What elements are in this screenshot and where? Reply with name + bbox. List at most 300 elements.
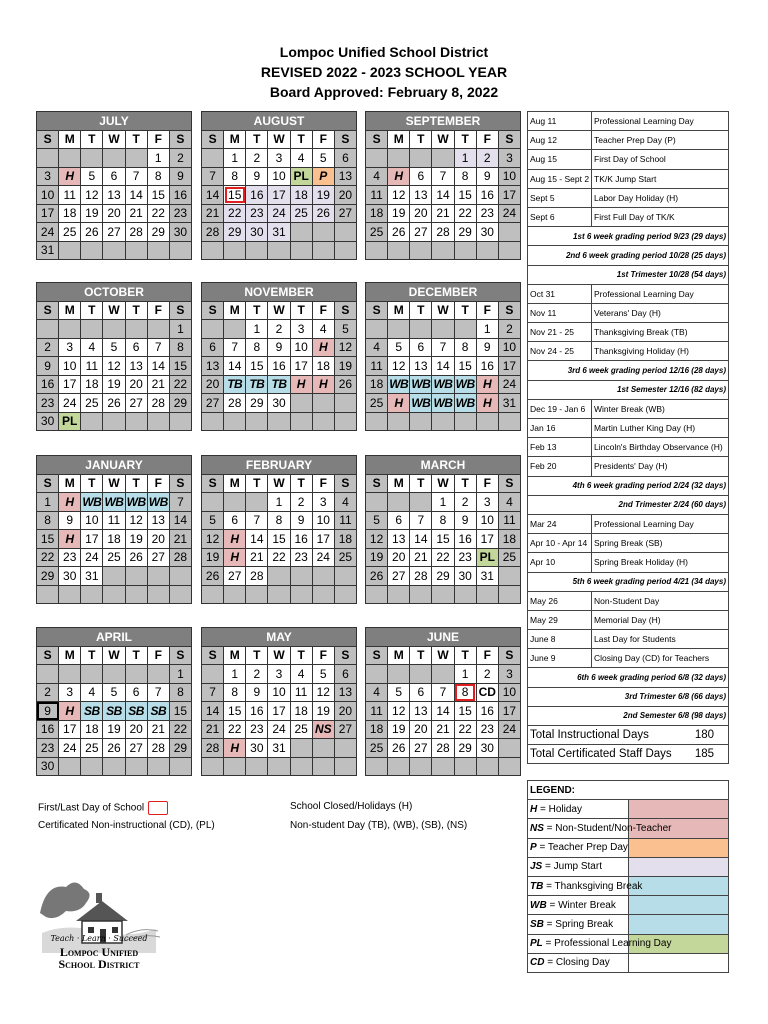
legend-item <box>528 838 729 857</box>
day-cell: 3 <box>59 683 81 702</box>
day-cell: 2 <box>476 665 498 684</box>
empty-day-cell <box>103 320 125 339</box>
weekday-header: W <box>268 130 290 149</box>
weekday-header: F <box>476 646 498 665</box>
day-cell: 23 <box>454 548 476 567</box>
legend-desc: = Winter Break <box>546 899 616 911</box>
day-cell: 23 <box>290 548 312 567</box>
empty-day-cell <box>81 412 103 431</box>
empty-day-cell <box>147 665 169 684</box>
day-cell: 21 <box>147 720 169 739</box>
month-name: MAY <box>202 628 357 647</box>
empty-day-cell <box>37 320 59 339</box>
legend-label <box>528 934 672 953</box>
empty-day-cell <box>432 665 454 684</box>
day-cell: 22 <box>454 720 476 739</box>
total-row <box>528 726 729 745</box>
weekday-header: F <box>147 474 169 493</box>
empty-day-cell <box>81 241 103 260</box>
day-cell: WB <box>103 493 125 512</box>
day-cell: 28 <box>432 739 454 758</box>
day-cell: 16 <box>476 702 498 721</box>
day-cell: 10 <box>312 511 334 530</box>
weekday-header: W <box>268 301 290 320</box>
day-cell: 30 <box>246 223 268 242</box>
day-cell: 7 <box>147 338 169 357</box>
day-cell: 14 <box>246 530 268 549</box>
day-cell: 29 <box>454 223 476 242</box>
day-cell: 10 <box>476 511 498 530</box>
day-cell: 12 <box>125 511 147 530</box>
day-cell: 18 <box>366 375 388 394</box>
empty-day-cell <box>202 412 224 431</box>
empty-day-cell <box>334 739 356 758</box>
day-cell: 7 <box>202 683 224 702</box>
legend-key: P <box>530 842 537 854</box>
day-cell: 4 <box>498 493 520 512</box>
event-date: Aug 15 <box>528 150 592 169</box>
day-cell: WB <box>454 375 476 394</box>
day-cell: 26 <box>388 739 410 758</box>
event-row <box>528 534 729 553</box>
empty-day-cell <box>334 223 356 242</box>
day-cell: 10 <box>37 186 59 205</box>
weekday-header: T <box>246 301 268 320</box>
day-cell: 20 <box>103 204 125 223</box>
day-cell: 19 <box>202 548 224 567</box>
day-cell: 22 <box>224 720 246 739</box>
day-cell: 13 <box>388 530 410 549</box>
day-cell: 4 <box>366 338 388 357</box>
day-cell: 23 <box>37 394 59 413</box>
weekday-header: W <box>103 301 125 320</box>
day-cell: 11 <box>290 683 312 702</box>
weekday-header: S <box>334 130 356 149</box>
day-cell: 14 <box>432 186 454 205</box>
weekday-header: S <box>366 646 388 665</box>
day-cell: H <box>224 548 246 567</box>
day-cell: 16 <box>246 186 268 205</box>
day-cell: 25 <box>366 739 388 758</box>
month-name: JULY <box>37 112 192 131</box>
empty-day-cell <box>268 585 290 604</box>
empty-day-cell <box>59 757 81 776</box>
day-cell: 18 <box>290 702 312 721</box>
day-cell: 13 <box>334 683 356 702</box>
day-cell: 5 <box>312 665 334 684</box>
day-cell: 2 <box>268 320 290 339</box>
month-name: JANUARY <box>37 456 192 475</box>
day-cell: 27 <box>410 223 432 242</box>
day-cell: 1 <box>169 320 191 339</box>
event-row <box>528 514 729 533</box>
day-cell: 29 <box>246 394 268 413</box>
grading-period-text: 3rd Trimester 6/8 (66 days) <box>528 687 729 706</box>
day-cell: 21 <box>202 720 224 739</box>
weekday-header: S <box>498 646 520 665</box>
day-cell: 21 <box>147 375 169 394</box>
day-cell: H <box>224 739 246 758</box>
day-cell: 23 <box>246 720 268 739</box>
empty-day-cell <box>59 665 81 684</box>
day-cell: 25 <box>498 548 520 567</box>
empty-day-cell <box>334 585 356 604</box>
day-cell: 21 <box>202 204 224 223</box>
day-cell: 29 <box>224 223 246 242</box>
empty-day-cell <box>169 567 191 586</box>
empty-day-cell <box>498 412 520 431</box>
legend-item <box>528 876 729 895</box>
day-cell: 15 <box>246 357 268 376</box>
legend-label <box>528 857 629 876</box>
grading-period-row <box>528 265 729 284</box>
event-description: Lincoln's Birthday Observance (H) <box>592 438 729 457</box>
day-cell: 8 <box>454 338 476 357</box>
grading-period-row <box>528 572 729 591</box>
weekday-header: T <box>246 474 268 493</box>
day-cell: 25 <box>290 720 312 739</box>
grading-period-text: 2nd Semester 6/8 (98 days) <box>528 706 729 725</box>
event-description: Veterans' Day (H) <box>592 303 729 322</box>
legend-key: TB <box>530 880 544 892</box>
day-cell: 18 <box>290 186 312 205</box>
empty-day-cell <box>268 567 290 586</box>
day-cell: H <box>290 375 312 394</box>
event-row <box>528 457 729 476</box>
event-date: Feb 20 <box>528 457 592 476</box>
month-name: MARCH <box>366 456 521 475</box>
day-cell: 21 <box>432 204 454 223</box>
day-cell: 28 <box>224 394 246 413</box>
weekday-header: S <box>37 130 59 149</box>
legend-item <box>528 934 729 953</box>
event-description: Memorial Day (H) <box>592 610 729 629</box>
legend-desc: = Thanksgiving Break <box>543 880 643 892</box>
day-cell: WB <box>81 493 103 512</box>
day-cell: 8 <box>454 167 476 186</box>
day-cell: 19 <box>334 357 356 376</box>
empty-day-cell <box>59 585 81 604</box>
weekday-header: S <box>37 301 59 320</box>
weekday-header: T <box>454 301 476 320</box>
day-cell: H <box>476 375 498 394</box>
weekday-header: T <box>81 646 103 665</box>
day-cell: 3 <box>59 338 81 357</box>
legend-desc: = Non-Student/Non-Teacher <box>543 822 672 834</box>
day-cell: 20 <box>125 375 147 394</box>
day-cell: 12 <box>388 186 410 205</box>
empty-day-cell <box>312 567 334 586</box>
weekday-header: F <box>312 301 334 320</box>
day-cell: 6 <box>410 167 432 186</box>
day-cell: 2 <box>37 338 59 357</box>
day-cell: 8 <box>224 683 246 702</box>
event-date: Jan 16 <box>528 419 592 438</box>
day-cell: 4 <box>290 149 312 168</box>
event-description: First Day of School <box>592 150 729 169</box>
day-cell: 13 <box>410 702 432 721</box>
day-cell: 13 <box>410 186 432 205</box>
empty-day-cell <box>37 665 59 684</box>
day-cell: 20 <box>410 720 432 739</box>
day-cell: 11 <box>498 511 520 530</box>
day-cell: 17 <box>37 204 59 223</box>
empty-day-cell <box>290 757 312 776</box>
event-date: May 26 <box>528 591 592 610</box>
empty-day-cell <box>81 665 103 684</box>
day-cell: 25 <box>81 739 103 758</box>
empty-day-cell <box>59 149 81 168</box>
day-cell: 1 <box>37 493 59 512</box>
day-cell: 5 <box>103 338 125 357</box>
events-list <box>527 111 729 764</box>
weekday-header: S <box>202 474 224 493</box>
empty-day-cell <box>125 665 147 684</box>
district-title: Lompoc Unified School District <box>279 44 489 60</box>
legend-item <box>528 857 729 876</box>
day-cell: 25 <box>366 394 388 413</box>
day-cell: 14 <box>410 530 432 549</box>
empty-day-cell <box>103 665 125 684</box>
empty-day-cell <box>246 412 268 431</box>
day-cell: 29 <box>169 739 191 758</box>
day-cell: 19 <box>125 530 147 549</box>
event-description: Thanksgiving Holiday (H) <box>592 342 729 361</box>
grading-period-row <box>528 495 729 514</box>
empty-day-cell <box>366 149 388 168</box>
empty-day-cell <box>290 585 312 604</box>
day-cell: 18 <box>366 720 388 739</box>
day-cell: 17 <box>498 186 520 205</box>
day-cell: 21 <box>432 720 454 739</box>
day-cell: 12 <box>81 186 103 205</box>
empty-day-cell <box>268 757 290 776</box>
day-cell: 4 <box>81 683 103 702</box>
empty-day-cell <box>246 585 268 604</box>
day-cell: 4 <box>334 493 356 512</box>
event-row <box>528 399 729 418</box>
day-cell: 7 <box>432 167 454 186</box>
day-cell: WB <box>388 375 410 394</box>
event-row <box>528 284 729 303</box>
day-cell: 19 <box>388 204 410 223</box>
day-cell: 20 <box>410 204 432 223</box>
day-cell: 3 <box>268 665 290 684</box>
empty-day-cell <box>103 757 125 776</box>
total-value: 185 <box>694 748 714 761</box>
day-cell: 9 <box>476 338 498 357</box>
day-cell: 10 <box>59 357 81 376</box>
day-cell: 24 <box>37 223 59 242</box>
legend-desc: = Professional Learning Day <box>542 938 672 950</box>
month-march <box>365 455 521 604</box>
legend-label <box>528 896 629 915</box>
day-cell: 4 <box>81 338 103 357</box>
day-cell: WB <box>125 493 147 512</box>
event-description: First Full Day of TK/K <box>592 207 729 226</box>
day-cell: 8 <box>268 511 290 530</box>
day-cell: 30 <box>476 223 498 242</box>
empty-day-cell <box>366 585 388 604</box>
weekday-header: T <box>81 474 103 493</box>
day-cell: 5 <box>388 338 410 357</box>
day-cell: 8 <box>37 511 59 530</box>
day-cell: CD <box>476 683 498 702</box>
empty-day-cell <box>366 412 388 431</box>
day-cell: 18 <box>312 357 334 376</box>
day-cell: 28 <box>125 223 147 242</box>
legend-color-swatch <box>628 915 729 934</box>
weekday-header: S <box>366 301 388 320</box>
empty-day-cell <box>366 493 388 512</box>
day-cell: 23 <box>59 548 81 567</box>
legend-color-swatch <box>628 876 729 895</box>
empty-day-cell <box>59 241 81 260</box>
day-cell: H <box>59 530 81 549</box>
day-cell: 14 <box>224 357 246 376</box>
empty-day-cell <box>224 493 246 512</box>
day-cell: 15 <box>169 702 191 721</box>
day-cell: 1 <box>224 665 246 684</box>
day-cell: 18 <box>81 720 103 739</box>
empty-day-cell <box>202 320 224 339</box>
day-cell: 1 <box>224 149 246 168</box>
event-date: Nov 11 <box>528 303 592 322</box>
day-cell: 5 <box>366 511 388 530</box>
weekday-header: S <box>169 474 191 493</box>
weekday-header: W <box>432 474 454 493</box>
legend-desc: = Holiday <box>537 803 582 815</box>
day-cell: 12 <box>366 530 388 549</box>
empty-day-cell <box>224 320 246 339</box>
empty-day-cell <box>476 241 498 260</box>
weekday-header: S <box>169 130 191 149</box>
event-row <box>528 649 729 668</box>
empty-day-cell <box>147 757 169 776</box>
weekday-header: T <box>125 474 147 493</box>
day-cell: 3 <box>498 149 520 168</box>
day-cell: 28 <box>410 567 432 586</box>
empty-day-cell <box>454 585 476 604</box>
day-cell: 27 <box>334 204 356 223</box>
event-row <box>528 207 729 226</box>
event-description: Last Day for Students <box>592 630 729 649</box>
day-cell: 7 <box>410 511 432 530</box>
day-cell: 29 <box>169 394 191 413</box>
empty-day-cell <box>312 412 334 431</box>
day-cell: 18 <box>334 530 356 549</box>
day-cell: 16 <box>37 375 59 394</box>
day-cell: 6 <box>103 167 125 186</box>
weekday-header: F <box>476 130 498 149</box>
day-cell: 3 <box>312 493 334 512</box>
day-cell: 6 <box>125 683 147 702</box>
month-name: SEPTEMBER <box>366 112 521 131</box>
day-cell: 6 <box>410 683 432 702</box>
day-cell: 31 <box>268 739 290 758</box>
month-may <box>201 627 357 776</box>
empty-day-cell <box>202 757 224 776</box>
note-school-closed: School Closed/Holidays (H) <box>290 801 413 812</box>
event-description: Closing Day (CD) for Teachers <box>592 649 729 668</box>
empty-day-cell <box>268 241 290 260</box>
empty-day-cell <box>476 757 498 776</box>
weekday-header: T <box>290 646 312 665</box>
weekday-header: T <box>290 301 312 320</box>
day-cell: 19 <box>312 702 334 721</box>
day-cell: 1 <box>454 665 476 684</box>
day-cell: 5 <box>312 149 334 168</box>
weekday-header: T <box>410 474 432 493</box>
event-date: June 8 <box>528 630 592 649</box>
weekday-header: W <box>268 474 290 493</box>
grading-period-text: 6th 6 week grading period 6/8 (32 days) <box>528 668 729 687</box>
day-cell: 31 <box>37 241 59 260</box>
day-cell: 26 <box>388 223 410 242</box>
legend-color-swatch <box>628 857 729 876</box>
empty-day-cell <box>202 241 224 260</box>
empty-day-cell <box>169 585 191 604</box>
grading-period-text: 2nd Trimester 2/24 (60 days) <box>528 495 729 514</box>
empty-day-cell <box>37 585 59 604</box>
day-cell: 16 <box>454 530 476 549</box>
day-cell: 15 <box>454 357 476 376</box>
event-description: Non-Student Day <box>592 591 729 610</box>
empty-day-cell <box>246 757 268 776</box>
grading-period-text: 4th 6 week grading period 2/24 (32 days) <box>528 476 729 495</box>
month-name: JUNE <box>366 628 521 647</box>
day-cell: 2 <box>169 149 191 168</box>
day-cell: H <box>59 493 81 512</box>
legend-table <box>527 780 729 973</box>
day-cell: 30 <box>268 394 290 413</box>
empty-day-cell <box>147 567 169 586</box>
day-cell: PL <box>290 167 312 186</box>
weekday-header: T <box>410 301 432 320</box>
day-cell: 25 <box>81 394 103 413</box>
empty-day-cell <box>224 757 246 776</box>
grading-period-text: 2nd 6 week grading period 10/28 (25 days) <box>528 246 729 265</box>
weekday-header: S <box>498 301 520 320</box>
weekday-header: F <box>476 301 498 320</box>
weekday-header: W <box>268 646 290 665</box>
day-cell: 15 <box>169 357 191 376</box>
day-cell: 10 <box>268 683 290 702</box>
weekday-header: T <box>410 646 432 665</box>
day-cell: 27 <box>125 394 147 413</box>
event-date: Nov 21 - 25 <box>528 323 592 342</box>
empty-day-cell <box>290 223 312 242</box>
empty-day-cell <box>334 241 356 260</box>
day-cell: 27 <box>147 548 169 567</box>
note-first-last: First/Last Day of School <box>38 801 168 815</box>
empty-day-cell <box>498 585 520 604</box>
empty-day-cell <box>125 149 147 168</box>
day-cell: 20 <box>388 548 410 567</box>
day-cell: 14 <box>432 357 454 376</box>
day-cell: 9 <box>37 702 59 721</box>
day-cell: 26 <box>366 567 388 586</box>
legend-color-swatch <box>628 800 729 819</box>
day-cell: 28 <box>169 548 191 567</box>
day-cell: SB <box>81 702 103 721</box>
day-cell: 15 <box>37 530 59 549</box>
weekday-header: S <box>334 646 356 665</box>
empty-day-cell <box>366 320 388 339</box>
day-cell: 17 <box>312 530 334 549</box>
weekday-header: T <box>125 646 147 665</box>
day-cell: 7 <box>224 338 246 357</box>
